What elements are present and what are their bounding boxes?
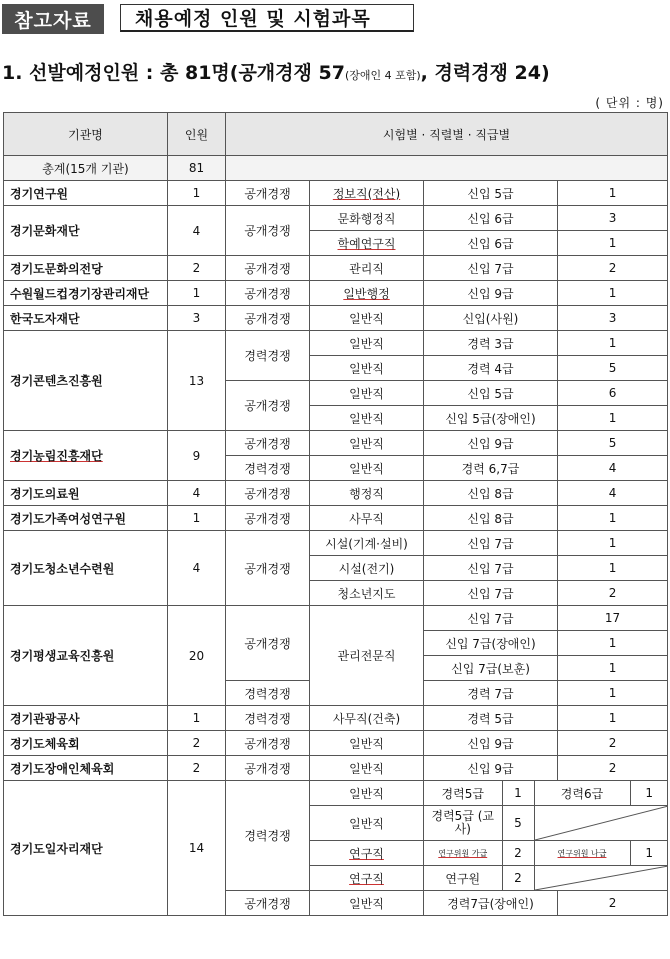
grade-count: 4 — [558, 481, 668, 506]
grade-count: 1 — [558, 281, 668, 306]
org-count: 13 — [168, 331, 226, 431]
grade-count: 5 — [558, 431, 668, 456]
job-grade: 신입 9급 — [424, 731, 558, 756]
job-grade: 신입(사원) — [424, 306, 558, 331]
table-header — [4, 113, 668, 156]
job-grade: 연구위원 나급 — [534, 841, 630, 865]
org-name: 경기문화재단 — [4, 206, 168, 256]
job-series: 일반직 — [310, 731, 424, 756]
org-count: 1 — [168, 706, 226, 731]
job-series: 일반직 — [310, 806, 424, 841]
exam-type: 경력경쟁 — [226, 706, 310, 731]
exam-type: 공개경쟁 — [226, 731, 310, 756]
grade-count: 1 — [558, 556, 668, 581]
section-title-main: 1. 선발예정인원 : 총 81명(공개경쟁 57 — [2, 62, 345, 84]
exam-type: 공개경쟁 — [226, 181, 310, 206]
org-name: 경기관광공사 — [4, 706, 168, 731]
org-name: 경기도장애인체육회 — [4, 756, 168, 781]
exam-type: 경력경쟁 — [226, 331, 310, 381]
job-grade: 신입 6급 — [424, 231, 558, 256]
org-count: 4 — [168, 481, 226, 506]
org-name: 경기도가족여성연구원 — [4, 506, 168, 531]
job-series: 일반직 — [310, 891, 424, 916]
job-grade: 신입 9급 — [424, 431, 558, 456]
job-series: 정보직(전산) — [310, 181, 424, 206]
org-count: 1 — [168, 506, 226, 531]
job-series: 일반직 — [310, 781, 424, 806]
grade-count: 1 — [558, 681, 668, 706]
table-row — [4, 431, 668, 456]
grade-count: 2 — [502, 866, 534, 890]
exam-type: 공개경쟁 — [226, 206, 310, 256]
job-grade: 경력5급 (교사) — [431, 809, 494, 836]
org-name: 경기콘텐츠진흥원 — [4, 331, 168, 431]
reference-badge: 참고자료 — [2, 4, 104, 34]
job-grade: 경력 7급 — [424, 681, 558, 706]
job-series: 시설(기계·설비) — [310, 531, 424, 556]
job-series: 일반직 — [310, 356, 424, 381]
org-count: 1 — [168, 281, 226, 306]
section-title-note: (장애인 4 포함) — [344, 69, 421, 82]
job-grade: 경력 6,7급 — [424, 456, 558, 481]
job-grade: 신입 7급 — [424, 256, 558, 281]
exam-type: 공개경쟁 — [226, 531, 310, 606]
job-series: 일반직 — [310, 431, 424, 456]
job-grade: 신입 7급 — [424, 581, 558, 606]
table-row — [4, 256, 668, 281]
grade-count: 1 — [558, 231, 668, 256]
grade-count: 4 — [558, 456, 668, 481]
grade-count: 2 — [558, 581, 668, 606]
grade-count: 3 — [558, 306, 668, 331]
total-empty — [226, 156, 668, 181]
org-count: 4 — [168, 206, 226, 256]
grade-count: 1 — [558, 331, 668, 356]
grade-count: 5 — [558, 356, 668, 381]
total-count: 81 — [168, 156, 226, 181]
job-grade: 신입 6급 — [424, 206, 558, 231]
org-name: 경기도체육회 — [4, 731, 168, 756]
grade-count: 2 — [558, 756, 668, 781]
org-name: 경기연구원 — [4, 181, 168, 206]
job-series: 학예연구직 — [310, 231, 424, 256]
unit-label: ( 단위 : 명) — [595, 96, 664, 110]
job-series: 일반직 — [310, 456, 424, 481]
job-grade: 연구원 — [445, 871, 481, 886]
grade-count: 5 — [502, 806, 534, 840]
table-row — [4, 181, 668, 206]
job-grade: 경력 4급 — [424, 356, 558, 381]
exam-type: 공개경쟁 — [226, 506, 310, 531]
col-detail: 시험별 · 직렬별 · 직급별 — [226, 113, 668, 156]
job-series: 일반직 — [310, 406, 424, 431]
job-grade: 신입 7급 — [424, 556, 558, 581]
job-series: 사무직 — [310, 506, 424, 531]
empty-diagonal-cell — [534, 866, 668, 890]
job-series: 관리전문직 — [310, 606, 424, 706]
org-name: 수원월드컵경기장관리재단 — [4, 281, 168, 306]
exam-type: 공개경쟁 — [226, 606, 310, 681]
table-row — [4, 281, 668, 306]
grade-count: 1 — [558, 506, 668, 531]
exam-type: 경력경쟁 — [226, 681, 310, 706]
job-series: 일반직 — [310, 756, 424, 781]
org-name: 경기도문화의전당 — [4, 256, 168, 281]
table-row — [4, 781, 668, 806]
exam-type: 공개경쟁 — [226, 306, 310, 331]
total-row — [4, 156, 668, 181]
org-count: 2 — [168, 756, 226, 781]
col-org: 기관명 — [4, 113, 168, 156]
exam-type: 공개경쟁 — [226, 891, 310, 916]
org-name: 경기농림진흥재단 — [4, 431, 168, 481]
empty-diagonal-cell — [534, 806, 668, 840]
job-series: 시설(전기) — [310, 556, 424, 581]
grade-count: 2 — [502, 841, 534, 865]
org-count: 2 — [168, 256, 226, 281]
org-name: 한국도자재단 — [4, 306, 168, 331]
job-grade: 경력 3급 — [424, 331, 558, 356]
table-row — [4, 531, 668, 556]
job-grade: 경력6급 — [534, 781, 630, 805]
org-count: 14 — [168, 781, 226, 916]
job-series: 연구직 — [310, 866, 424, 891]
grade-count: 17 — [558, 606, 668, 631]
col-count: 인원 — [168, 113, 226, 156]
grade-count: 2 — [558, 256, 668, 281]
grade-count: 1 — [630, 781, 668, 805]
job-series: 일반행정 — [310, 281, 424, 306]
page-title: 채용예정 인원 및 시험과목 — [120, 4, 414, 32]
table-row — [4, 206, 668, 231]
header — [2, 4, 422, 36]
exam-type: 공개경쟁 — [226, 381, 310, 431]
table-row — [4, 306, 668, 331]
grade-count: 1 — [502, 781, 534, 805]
grade-count: 1 — [558, 706, 668, 731]
org-count: 4 — [168, 531, 226, 606]
org-count: 1 — [168, 181, 226, 206]
grade-count: 1 — [558, 656, 668, 681]
job-grade: 신입 5급 — [424, 381, 558, 406]
job-grade: 경력5급 — [441, 786, 484, 801]
job-grade: 신입 7급(보훈) — [424, 656, 558, 681]
job-grade: 신입 7급 — [424, 606, 558, 631]
exam-type: 공개경쟁 — [226, 756, 310, 781]
job-grade: 신입 7급 — [424, 531, 558, 556]
job-grade: 신입 8급 — [424, 481, 558, 506]
table-row — [4, 506, 668, 531]
job-grade: 신입 5급(장애인) — [424, 406, 558, 431]
org-name: 경기도청소년수련원 — [4, 531, 168, 606]
job-series: 문화행정직 — [310, 206, 424, 231]
job-series: 청소년지도 — [310, 581, 424, 606]
grade-count: 1 — [558, 406, 668, 431]
grade-split — [424, 866, 668, 891]
org-name: 경기평생교육진흥원 — [4, 606, 168, 706]
table-row — [4, 731, 668, 756]
job-grade: 신입 8급 — [424, 506, 558, 531]
grade-count: 3 — [558, 206, 668, 231]
job-grade: 신입 7급(장애인) — [424, 631, 558, 656]
exam-type: 공개경쟁 — [226, 481, 310, 506]
org-name: 경기도의료원 — [4, 481, 168, 506]
job-series: 관리직 — [310, 256, 424, 281]
org-count: 20 — [168, 606, 226, 706]
job-series: 행정직 — [310, 481, 424, 506]
job-series: 일반직 — [310, 331, 424, 356]
job-series: 일반직 — [310, 306, 424, 331]
table-row — [4, 331, 668, 356]
exam-type: 공개경쟁 — [226, 431, 310, 456]
org-count: 9 — [168, 431, 226, 481]
exam-type: 공개경쟁 — [226, 256, 310, 281]
exam-type: 공개경쟁 — [226, 281, 310, 306]
grade-count: 2 — [558, 891, 668, 916]
total-label: 총계(15개 기관) — [4, 156, 168, 181]
table-row — [4, 481, 668, 506]
job-series: 일반직 — [310, 381, 424, 406]
grade-split — [424, 806, 668, 841]
table-row — [4, 756, 668, 781]
job-grade: 경력7급(장애인) — [424, 891, 558, 916]
org-count: 2 — [168, 731, 226, 756]
job-grade: 신입 5급 — [424, 181, 558, 206]
job-grade: 신입 9급 — [424, 281, 558, 306]
job-grade: 연구위원 가급 — [438, 848, 488, 858]
job-series: 연구직 — [310, 841, 424, 866]
grade-count: 1 — [558, 181, 668, 206]
grade-count: 2 — [558, 731, 668, 756]
exam-type: 경력경쟁 — [226, 781, 310, 891]
grade-count: 6 — [558, 381, 668, 406]
org-count: 3 — [168, 306, 226, 331]
exam-type: 경력경쟁 — [226, 456, 310, 481]
grade-count: 1 — [630, 841, 668, 865]
grade-count: 1 — [558, 531, 668, 556]
grade-split — [424, 781, 668, 806]
recruitment-table — [3, 112, 668, 916]
section-title-rest: , 경력경쟁 24) — [420, 62, 550, 84]
table-row — [4, 706, 668, 731]
table-row — [4, 606, 668, 631]
job-grade: 경력 5급 — [424, 706, 558, 731]
section-title — [2, 58, 550, 85]
grade-split — [424, 841, 668, 866]
org-name: 경기도일자리재단 — [4, 781, 168, 916]
job-series: 사무직(건축) — [310, 706, 424, 731]
grade-count: 1 — [558, 631, 668, 656]
job-grade: 신입 9급 — [424, 756, 558, 781]
